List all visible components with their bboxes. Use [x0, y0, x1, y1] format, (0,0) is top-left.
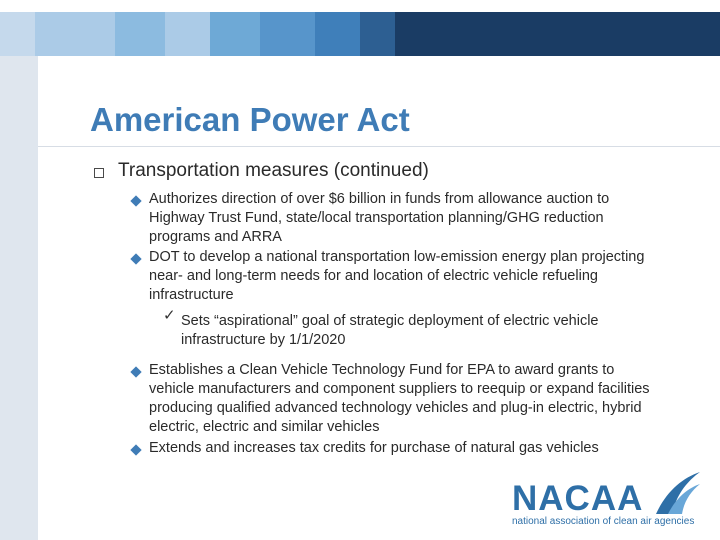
- subsubbullet-text: Sets “aspirational” goal of strategic deployment of electric vehicle infrastructure by 1/1/2020: [181, 313, 599, 348]
- diamond-icon: [130, 195, 141, 206]
- title-divider: [38, 146, 720, 147]
- subbullet-text: Establishes a Clean Vehicle Technology Fund for EPA to award grants to vehicle manufacturers and component suppliers to reequip or expand facilities producing qualified advanced technology vehicles and plug-in electric, hybrid electric, electric and similar vehicles: [149, 362, 650, 435]
- band-segment: [395, 12, 720, 56]
- bullet-text: Transportation measures (continued): [118, 160, 429, 181]
- subbullet-text: Extends and increases tax credits for purchase of natural gas vehicles: [149, 440, 599, 456]
- diamond-icon: [130, 444, 141, 455]
- band-segment: [165, 12, 210, 56]
- checkmark-icon: ✓: [163, 307, 176, 324]
- swoosh-icon: [652, 470, 702, 518]
- slide-title: American Power Act: [90, 101, 410, 138]
- hollow-square-icon: [94, 168, 104, 178]
- subbullet-text: Authorizes direction of over $6 billion in funds from allowance auction to Highway Trust Fund, state/local transportation planning/GHG reduction programs and ARRA: [149, 191, 610, 245]
- band-segment: [315, 12, 360, 56]
- band-segment: [0, 12, 35, 56]
- band-segment: [35, 12, 115, 56]
- left-strip: [0, 56, 38, 540]
- band-segment: [360, 12, 395, 56]
- diamond-icon: [130, 253, 141, 264]
- subbullet-text: DOT to develop a national transportation low-emission energy plan projecting near- and long-term needs for and location of electric vehicle refueling infrastructure: [149, 249, 645, 303]
- band-segment: [260, 12, 315, 56]
- top-color-band: [0, 12, 720, 56]
- diamond-icon: [130, 366, 141, 377]
- band-segment: [210, 12, 260, 56]
- logo-tagline: national association of clean air agencies: [512, 516, 695, 527]
- band-segment: [115, 12, 165, 56]
- nacaa-logo: NACAA: [512, 479, 644, 518]
